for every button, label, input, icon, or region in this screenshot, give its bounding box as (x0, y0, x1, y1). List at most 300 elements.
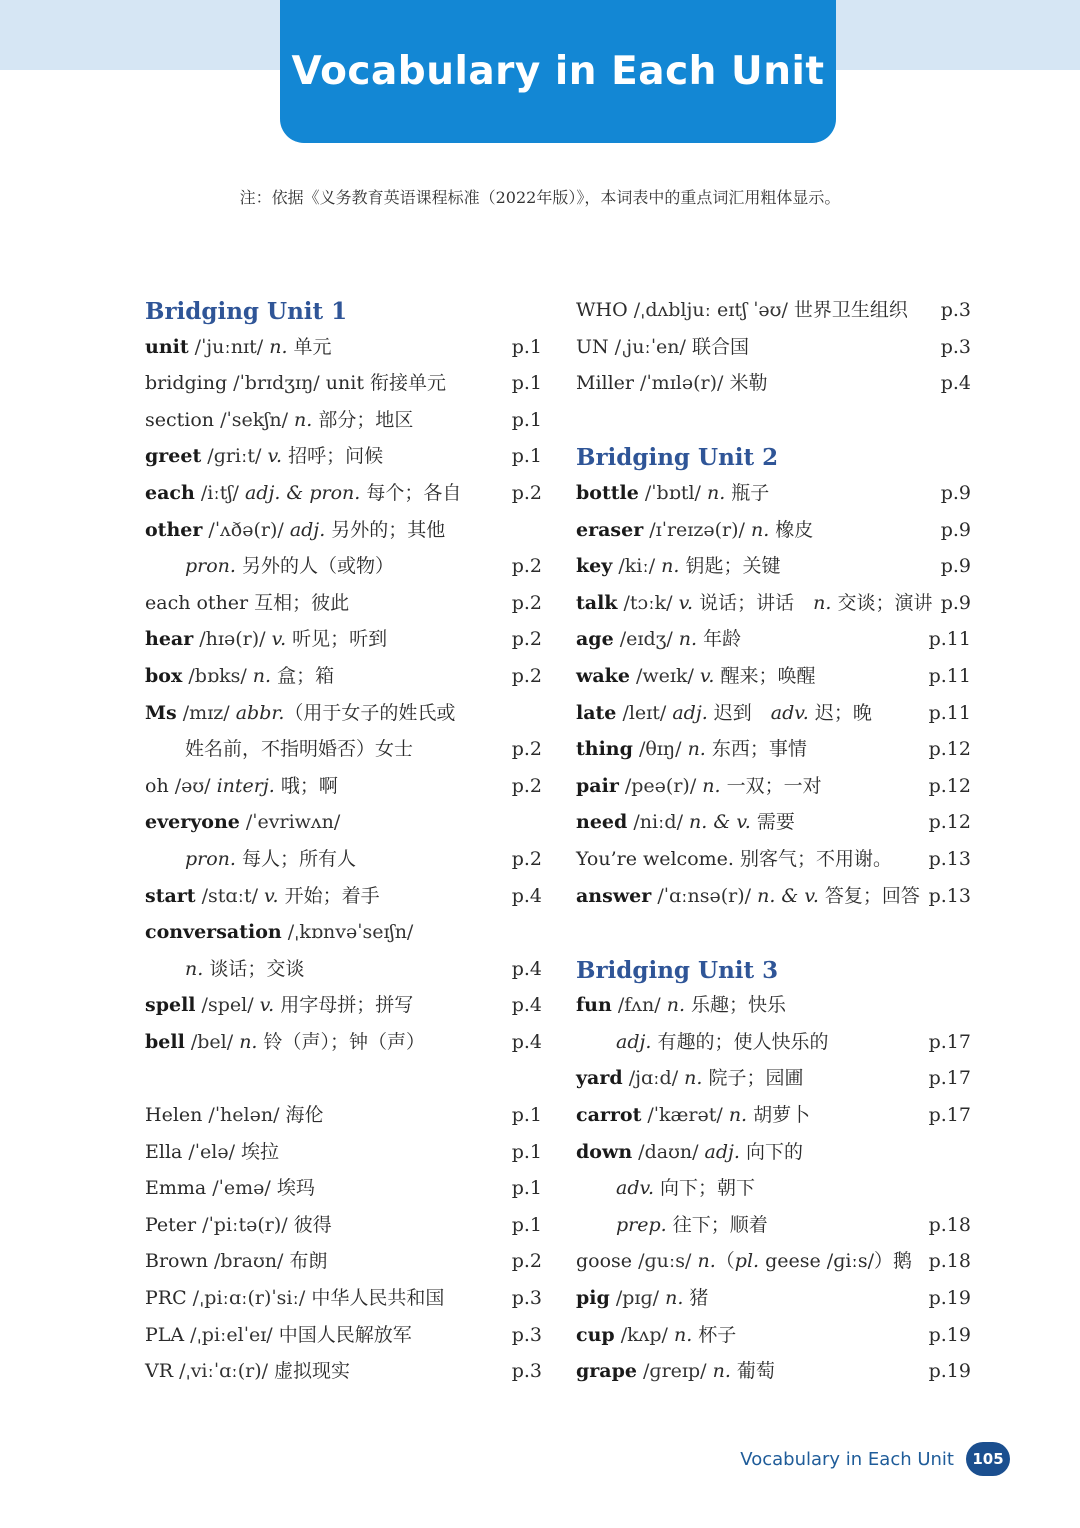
meaning: 互相；彼此 (248, 591, 350, 614)
entry-text (145, 804, 340, 841)
spacer (576, 914, 971, 951)
phonetic: /ˈemə/ (206, 1177, 277, 1200)
headword: bell (145, 1030, 185, 1053)
headword: each (145, 481, 195, 504)
headword: late (576, 701, 617, 724)
phonetic: /spel/ (195, 994, 260, 1017)
word: section (145, 408, 215, 431)
page-ref: p.12 (928, 774, 971, 797)
word: Peter (145, 1213, 197, 1236)
meaning: 年龄 (697, 628, 742, 651)
meaning: 向下；朝下 (654, 1177, 756, 1200)
meaning: 一双；一对 (720, 774, 822, 797)
page-ref: p.17 (928, 1067, 971, 1090)
headword: wake (576, 664, 630, 687)
entry-text (145, 951, 304, 988)
page-number-badge: 105 (966, 1442, 1010, 1476)
headword: other (145, 518, 203, 541)
part-of-speech: n. (702, 774, 721, 797)
phonetic: /fʌn/ (611, 994, 667, 1017)
vocab-entry (145, 1134, 542, 1171)
word: Brown (145, 1250, 208, 1273)
part-of-speech: n. (728, 1104, 748, 1127)
vocab-entry (576, 475, 971, 512)
entry-text (576, 1170, 755, 1207)
page-ref: p.1 (511, 1140, 542, 1163)
entry-text (576, 1243, 912, 1280)
entry-text (145, 365, 446, 402)
phonetic: /ˌpiːelˈeɪ/ (184, 1323, 279, 1346)
page-ref: p.4 (511, 884, 542, 907)
phonetic: /ˈkærət/ (641, 1104, 729, 1127)
meaning: 招呼；问候 (282, 445, 384, 468)
entry-text (576, 768, 822, 805)
page-ref: p.19 (928, 1323, 971, 1346)
page-ref: p.1 (511, 1177, 542, 1200)
page-ref: p.18 (928, 1213, 971, 1236)
vocab-entry (576, 731, 971, 768)
page-ref: p.13 (928, 884, 971, 907)
word: Ella (145, 1140, 183, 1163)
entry-text (576, 731, 807, 768)
meaning: 钥匙；关键 (679, 555, 781, 578)
part-of-speech: n. (687, 738, 706, 761)
entry-text (576, 475, 769, 512)
entry-text (145, 914, 413, 951)
page-ref: p.2 (511, 591, 542, 614)
vocab-entry (145, 585, 542, 622)
meaning: 单元 (287, 335, 332, 358)
headword: conversation (145, 921, 282, 944)
page-ref: p.4 (511, 957, 542, 980)
meaning: 迟；晚 (808, 701, 872, 724)
entry-text (576, 1207, 768, 1244)
page-ref: p.1 (511, 335, 542, 358)
meaning: 中华人民共和国 (311, 1287, 445, 1310)
page-ref: p.2 (511, 847, 542, 870)
meaning: 乐趣；快乐 (684, 994, 787, 1017)
part-of-speech: n. (665, 1287, 684, 1310)
vocab-entry (145, 329, 542, 366)
entry-text (576, 292, 908, 329)
vocab-entry (145, 548, 542, 585)
meaning: 布朗 (289, 1250, 328, 1273)
page-ref: p.19 (928, 1360, 971, 1383)
page-ref: p.18 (928, 1250, 971, 1273)
headword: box (145, 664, 183, 687)
meaning: 醒来；唤醒 (714, 664, 816, 687)
page-ref: p.4 (511, 994, 542, 1017)
entry-text (576, 1060, 803, 1097)
entry-text (145, 475, 461, 512)
entry-text (145, 695, 455, 732)
entry-text (145, 1353, 350, 1390)
vocab-entry (145, 402, 542, 439)
phonetic: /ˌdʌbljuː eɪtʃ ˈəʊ/ (627, 299, 794, 321)
part-of-speech: pron. (185, 555, 236, 578)
phonetic: /ˈbrɪdʒɪŋ/ (227, 372, 326, 395)
part-of-speech: adv. (770, 701, 809, 724)
headword: pig (576, 1287, 610, 1310)
page-ref: p.11 (928, 628, 971, 651)
part-of-speech: v. (678, 591, 694, 614)
meaning: 院子；园圃 (702, 1067, 804, 1090)
meaning: unit 衔接单元 (325, 372, 446, 395)
part-of-speech: n. (252, 664, 272, 687)
headword: start (145, 884, 196, 907)
phonetic: /ˈjuːnɪt/ (188, 335, 270, 358)
part-of-speech: v. (264, 884, 279, 907)
headword: answer (576, 884, 652, 907)
part-of-speech: n. (706, 481, 726, 504)
phonetic: /eɪdʒ/ (613, 628, 679, 651)
headword: age (576, 628, 614, 651)
vocab-entry (576, 585, 971, 622)
part-of-speech: n. (294, 408, 313, 431)
page-ref: p.1 (511, 408, 542, 431)
page-ref: p.3 (940, 335, 971, 358)
meaning: 葡萄 (730, 1360, 775, 1383)
page-ref: p.2 (511, 1250, 542, 1273)
phonetic: /bɒks/ (182, 664, 253, 687)
vocab-entry (576, 1097, 971, 1134)
meaning: 谈话；交谈 (203, 957, 305, 980)
meaning: 每人；所有人 (235, 847, 357, 870)
vocab-entry (576, 1170, 971, 1207)
word: WHO (576, 299, 628, 321)
meaning: 盒；箱 (271, 664, 335, 687)
page-ref: p.2 (511, 664, 542, 687)
word: Helen (145, 1104, 203, 1127)
meaning: 姓名前，不指明婚否）女士 (185, 738, 414, 761)
entry-text (145, 658, 334, 695)
page-ref: p.2 (511, 481, 542, 504)
vocab-entry (145, 987, 542, 1024)
meaning: 海伦 (285, 1104, 324, 1127)
meaning: 瓶子 (725, 481, 770, 504)
meaning: 铃（声）；钟（声） (257, 1030, 426, 1053)
headword: fun (576, 994, 612, 1017)
part-of-speech: v. (267, 445, 283, 468)
page-ref: p.2 (511, 738, 542, 761)
note-text: 注：依据《义务教育英语课程标准（2022年版）》，本词表中的重点词汇用粗体显示。 (239, 188, 841, 207)
vocab-column-right (576, 292, 971, 1390)
part-of-speech: abbr. (235, 701, 285, 724)
part-of-speech: n. (666, 994, 685, 1017)
meaning: 胡萝卜 (747, 1104, 811, 1127)
page-ref: p.9 (940, 518, 971, 541)
page-ref: p.11 (928, 701, 971, 724)
meaning: 彼得 (293, 1213, 332, 1236)
meaning: 橡皮 (769, 518, 814, 541)
page-ref: p.4 (940, 372, 971, 395)
part-of-speech: interj. (216, 774, 275, 797)
meaning: 往下；顺着 (666, 1213, 768, 1236)
entry-text (576, 512, 813, 549)
entry-text (576, 1317, 736, 1354)
vocab-entry (145, 1024, 542, 1061)
word: VR (145, 1360, 174, 1383)
vocab-entry (145, 841, 542, 878)
page-ref: p.3 (940, 299, 971, 321)
headword: key (576, 555, 613, 578)
entry-text (145, 731, 413, 768)
vocab-entry (145, 695, 542, 732)
page-ref: p.19 (928, 1287, 971, 1310)
headword: hear (145, 628, 194, 651)
phonetic: /ˈsekʃn/ (214, 408, 295, 431)
meaning: 部分；地区 (312, 408, 414, 431)
phonetic: /ˌjuːˈen/ (608, 335, 692, 358)
vocab-entry (145, 951, 542, 988)
entry-text (145, 1280, 444, 1317)
headword: spell (145, 994, 196, 1017)
entry-text (576, 987, 786, 1024)
entry-text (576, 658, 815, 695)
meaning: 另外的；其他 (325, 518, 446, 541)
phonetic: /ˈbɒtl/ (638, 481, 707, 504)
vocab-entry (145, 1317, 542, 1354)
phonetic: /ɡreɪp/ (636, 1360, 713, 1383)
unit-heading: Bridging Unit 2 (576, 444, 779, 472)
headword: unit (145, 335, 189, 358)
entry-text (576, 365, 767, 402)
page-ref: p.2 (511, 628, 542, 651)
part-of-speech: prep. (616, 1213, 667, 1236)
meaning: 另外的人（或物） (235, 555, 395, 578)
entry-text (145, 1317, 412, 1354)
phonetic: /iːtʃ/ (194, 481, 245, 504)
phonetic: /mɪz/ (176, 701, 236, 724)
page-ref: p.9 (940, 591, 971, 614)
page-ref: p.1 (511, 445, 542, 468)
footer-label: Vocabulary in Each Unit (740, 1448, 954, 1470)
phonetic: /θɪŋ/ (632, 738, 688, 761)
meaning: 猪 (683, 1287, 709, 1310)
vocab-entry (145, 804, 542, 841)
vocab-entry (145, 914, 542, 951)
page-ref: p.3 (511, 1323, 542, 1346)
part-of-speech: n. (239, 1030, 258, 1053)
meaning: 虚拟现实 (274, 1360, 351, 1383)
word: Emma (145, 1177, 207, 1200)
page-ref: p.2 (511, 555, 542, 578)
phonetic: /braʊn/ (207, 1250, 290, 1273)
page-ref: p.1 (511, 372, 542, 395)
vocab-entry (576, 512, 971, 549)
headword: pair (576, 774, 619, 797)
entry-text (576, 695, 872, 732)
meaning: 开始；着手 (278, 884, 380, 907)
vocab-entry (576, 878, 971, 915)
headword: yard (576, 1067, 623, 1090)
phonetic: /kiː/ (612, 555, 662, 578)
vocab-entry (576, 804, 971, 841)
phonetic: /jɑːd/ (622, 1067, 685, 1090)
meaning: 中国人民解放军 (278, 1323, 412, 1346)
phonetic: /ˈelə/ (182, 1140, 242, 1163)
word: Miller (576, 372, 635, 395)
footer (740, 1440, 1010, 1478)
page-ref: p.11 (928, 664, 971, 687)
headword: everyone (145, 811, 240, 834)
page-ref: p.17 (928, 1030, 971, 1053)
headword: greet (145, 445, 202, 468)
entry-text (576, 585, 932, 622)
vocab-entry (576, 658, 971, 695)
entry-text (145, 987, 413, 1024)
meaning: 迟到 (707, 701, 771, 724)
part-of-speech: n. & v. (689, 811, 751, 834)
spacer (145, 1060, 542, 1097)
headword: talk (576, 591, 618, 614)
title-tab (280, 0, 836, 143)
vocab-entry (145, 475, 542, 512)
headword: down (576, 1140, 633, 1163)
entry-text (145, 585, 349, 622)
vocab-column-left (145, 292, 542, 1390)
phonetic: /ˌpiːɑː(r)ˈsiː/ (186, 1287, 312, 1310)
page-ref: p.3 (511, 1360, 542, 1383)
entry-text (576, 878, 920, 915)
vocab-entry (576, 841, 971, 878)
vocab-entry (576, 548, 971, 585)
page-ref: p.1 (511, 1213, 542, 1236)
phonetic: /leɪt/ (616, 701, 673, 724)
part-of-speech: n. (678, 628, 698, 651)
part-of-speech: n. (697, 1250, 716, 1273)
vocab-entry (145, 365, 542, 402)
entry-text (145, 548, 394, 585)
word: bridging (145, 372, 228, 395)
part-of-speech: adj. (289, 518, 326, 541)
vocab-entry (576, 1353, 971, 1390)
meaning: 说话；讲话 (693, 591, 814, 614)
page-ref: p.9 (940, 481, 971, 504)
word: oh (145, 774, 169, 797)
entry-text (145, 329, 332, 366)
vocab-entry (145, 1243, 542, 1280)
entry-text (145, 1024, 425, 1061)
part-of-speech: n. (269, 335, 288, 358)
phonetic: /hɪə(r)/ (193, 628, 272, 651)
vocab-entry (576, 329, 971, 366)
phonetic: /peə(r)/ (618, 774, 703, 797)
part-of-speech: n. (684, 1067, 703, 1090)
word: You’re welcome. (576, 847, 734, 870)
phonetic: /əʊ/ (168, 774, 217, 797)
part-of-speech: n. (750, 518, 770, 541)
vocab-entry (145, 731, 542, 768)
spacer (576, 402, 971, 439)
vocab-entry (576, 621, 971, 658)
entry-text (145, 841, 356, 878)
page-ref: p.12 (928, 811, 971, 834)
vocab-entry (145, 1280, 542, 1317)
meaning: 别客气；不用谢。 (733, 847, 892, 870)
meaning: 东西；事情 (705, 738, 807, 761)
phonetic: /weɪk/ (629, 664, 700, 687)
part-of-speech: adj. (672, 701, 708, 724)
part-of-speech: adj. (616, 1030, 652, 1053)
meaning: geese /ɡiːs/）鹅 (759, 1250, 912, 1273)
entry-text (576, 1353, 775, 1390)
vocab-entry (576, 1207, 971, 1244)
vocab-entry (576, 695, 971, 732)
meaning: 有趣的；使人快乐的 (651, 1030, 829, 1053)
meaning: 用字母拼；拼写 (274, 994, 414, 1017)
vocab-entry (576, 1060, 971, 1097)
unit-heading: Bridging Unit 1 (145, 298, 348, 325)
vocab-entry (145, 878, 542, 915)
headword: carrot (576, 1104, 642, 1127)
phonetic: /stɑːt/ (195, 884, 265, 907)
meaning: 需要 (750, 811, 795, 834)
vocab-entry (145, 512, 542, 549)
vocab-entry (145, 438, 542, 475)
word: goose (576, 1250, 633, 1273)
meaning: 杯子 (692, 1323, 737, 1346)
vocab-entry (576, 1243, 971, 1280)
headword: Ms (145, 701, 177, 724)
entry-text (576, 1024, 828, 1061)
page-ref: p.1 (511, 1104, 542, 1127)
meaning: （ (715, 1250, 735, 1273)
meaning: 向下的 (739, 1140, 804, 1163)
vocab-entry (576, 1280, 971, 1317)
meaning: 世界卫生组织 (793, 299, 908, 321)
entry-text (576, 329, 749, 366)
entry-text (145, 1170, 315, 1207)
entry-text (145, 1207, 332, 1244)
phonetic: /ˈmɪlə(r)/ (634, 372, 730, 395)
phonetic: /ˈevriwʌn/ (239, 811, 341, 834)
part-of-speech: pl. (734, 1250, 760, 1273)
vocab-entry (576, 365, 971, 402)
phonetic: /ˌkɒnvəˈseɪʃn/ (281, 921, 414, 944)
part-of-speech: adv. (616, 1177, 655, 1200)
vocab-entry (145, 1097, 542, 1134)
headword: need (576, 811, 628, 834)
entry-text (145, 1097, 324, 1134)
meaning: 联合国 (691, 335, 749, 358)
entry-text (576, 621, 741, 658)
word: PLA (145, 1323, 185, 1346)
vocab-entry (145, 1207, 542, 1244)
phonetic: /ɡuːs/ (632, 1250, 698, 1273)
vocab-entry (576, 1317, 971, 1354)
entry-text (145, 768, 338, 805)
vocab-entry (576, 292, 971, 329)
word: each other (145, 591, 249, 614)
phonetic: /ˈhelən/ (202, 1104, 286, 1127)
entry-text (576, 804, 795, 841)
page-ref: p.17 (928, 1104, 971, 1127)
page-ref: p.4 (511, 1030, 542, 1053)
meaning: 哦；啊 (274, 774, 338, 797)
vocab-entry (145, 768, 542, 805)
headword: thing (576, 738, 633, 761)
headword: grape (576, 1360, 637, 1383)
page-ref: p.3 (511, 1287, 542, 1310)
unit-heading: Bridging Unit 3 (576, 956, 779, 984)
page-ref: p.2 (511, 774, 542, 797)
vocab-entry (145, 621, 542, 658)
entry-text (576, 1134, 803, 1171)
meaning: 米勒 (729, 372, 768, 395)
meaning: 每个；各自 (360, 481, 462, 504)
entry-text (576, 1280, 708, 1317)
